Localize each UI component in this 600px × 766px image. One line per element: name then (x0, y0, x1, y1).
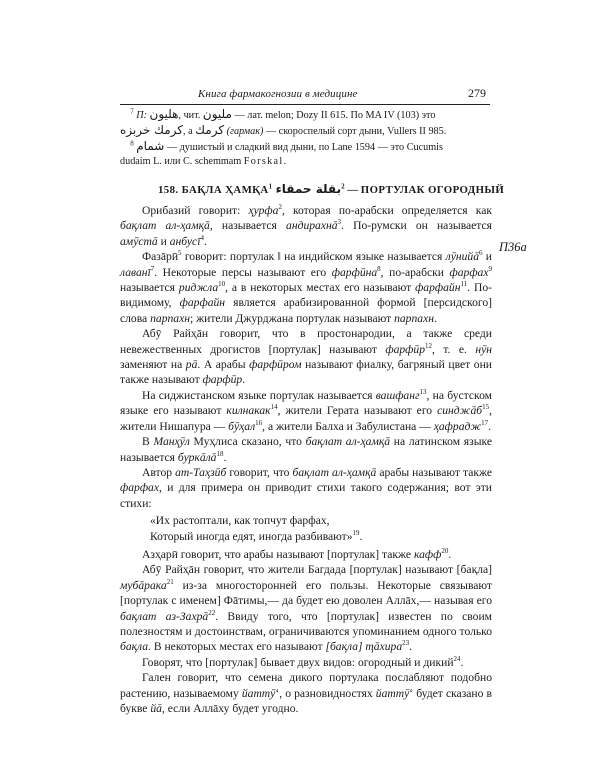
footnote-ref: 1 (268, 182, 273, 191)
arabic-title: بقلة حمقاء (275, 182, 342, 196)
arabic-word: كرمك (195, 123, 225, 137)
footnote-7-line-2 (120, 123, 490, 139)
footnote-number: 8 (130, 139, 134, 148)
section-number: 158. (158, 184, 179, 196)
footnote-text: , a (182, 126, 193, 137)
footnote-ref: 19 (352, 528, 360, 537)
paragraph: Гален говорит, что семена дикого портулака послабляют подобно растению, называемому йаттӯʻ, о разновидностях йаттӯʻ будет сказано в букве йā, если Аллāху будет угодно. (120, 671, 492, 715)
author-name: Forskal. (243, 156, 288, 167)
paragraph: Автор ат-Таҳзӣб говорит, что бақлат ал-ҳамқā арабы называют также фарфах, и для примера он приводит стихи такого содержания; вот эти стихи: (120, 465, 492, 510)
arabic-word: مليون (202, 107, 232, 121)
footnote-text: чит. (183, 110, 201, 121)
source-siglum: П: (136, 110, 147, 121)
running-title: Книга фармакогнозии в медицине (198, 88, 358, 100)
verse-end: . (359, 529, 363, 543)
verse-line-2: Который иногда едят, иногда разбивают» (150, 529, 353, 543)
section-title: — ПОРТУЛАК ОГОРОДНЫЙ (347, 184, 505, 196)
main-text (120, 203, 492, 716)
footnote-text: — лат. melon; Dozy II 615. По MA IV (103) это (234, 110, 436, 121)
paragraph: Азҳарӣ говорит, что арабы называют [портулак] также кафф$^{20}$. (142, 547, 452, 561)
footnote-text: — скороспелый сорт дыни, Vullers II 985. (265, 126, 447, 137)
footnote-ref: 2 (341, 182, 345, 191)
arabic-word: هليون (149, 107, 179, 121)
footnote-text: dudaim L. или C. schemmam (120, 156, 242, 167)
footnote-number: 7 (130, 107, 134, 116)
arabic-word: كرمك خربزه (120, 123, 183, 137)
footnote-text: — душистый и сладкий вид дыни, по Lane 1594 — это Cucumis (166, 142, 443, 153)
paragraph: Абӯ Райҳāн говорит, что жители Багдада [портулак] называют [бақла] мубāрака$^{21}$ из-за многосторонней его пользы. Некоторые связывают [портулак с именем] Фāтимы,— да будет ею доволен Аллāх,— называя его бақлат аз-Захрā$^{22}$. Ввиду того, что [портулак] известен по своим полезностям и достоинствам, ограничиваются упоминанием одного только бақла. В некоторых местах его называют [бақла] ҭāхира$^{23}$. (120, 563, 492, 654)
footnote-8-line-2 (120, 155, 490, 169)
arabic-word: شمام (136, 139, 165, 153)
paragraph: Абӯ Райҳāн говорит, что в простонародии, а также среди невежественных дрогистов [портулак] называют фарфӣр$^{12}$, т. е. нӯн заменяют на рā. А арабы фарфӣром называют фиалку, багряный цвет они также называют фарфӣр. (120, 327, 492, 387)
margin-manuscript-ref: П36а (499, 240, 527, 254)
paragraph: На сиджистанском языке портулак называется вашфанг$^{13}$, на бустском языке его называют килнакак$^{14}$, жители Герата называют его синджāб$^{15}$, жители Нишапура — бӯҳал$^{16}$, а жители Балха и Забулистана — ҳафрадж$^{17}$. (120, 388, 492, 433)
page-number: 279 (468, 86, 486, 100)
verse (150, 513, 492, 544)
footnote-8-line-1 (120, 139, 490, 155)
italic-word: (гармак) (226, 126, 264, 137)
section-heading (158, 182, 504, 196)
paragraph: Говорят, что [портулак] бывает двух видов: огородный и дикий$^{24}$. (142, 654, 464, 669)
section-transliteration: БАҚЛА ҲАМҚА (181, 184, 269, 196)
paragraph: Орибазий говорит: ҳурфа$^2$, которая по-арабски определяется как бақлат ал-ҳамқā, называется андирахнā$^3$. По-румски он называется амӯстā и анбусī$^4$. (120, 203, 492, 248)
verse-line-1: «Их растоптали, как топчут фарфах, (150, 514, 330, 528)
running-header (120, 86, 490, 105)
paragraph: В Манҳӯл Муҳлиса сказано, что бақлат ал-ҳамқā на латинском языке называется буркāлā$^{18}$. (120, 435, 492, 464)
footnote-7-line-1: $^7$ П: هليون, чит. مليون — лат. melon; Dozy II 615. По MA IV (103) это (130, 107, 436, 121)
paragraph: Фазāрӣ$^5$ говорит: портулак ‖ на индийском языке называется лӯнийā$^6$ и лаванī$^7$. Некоторые персы называют его фарфӣна$^8$, по-арабски фарфах$^9$ называется риджла$^{10}$, а в некоторых местах его называют фарфайн$^{11}$. По-видимому, фарфайн является арабизированной формой [персидского] слова парпахн; жители Джурджана портулак называют парпахн. (120, 249, 493, 325)
